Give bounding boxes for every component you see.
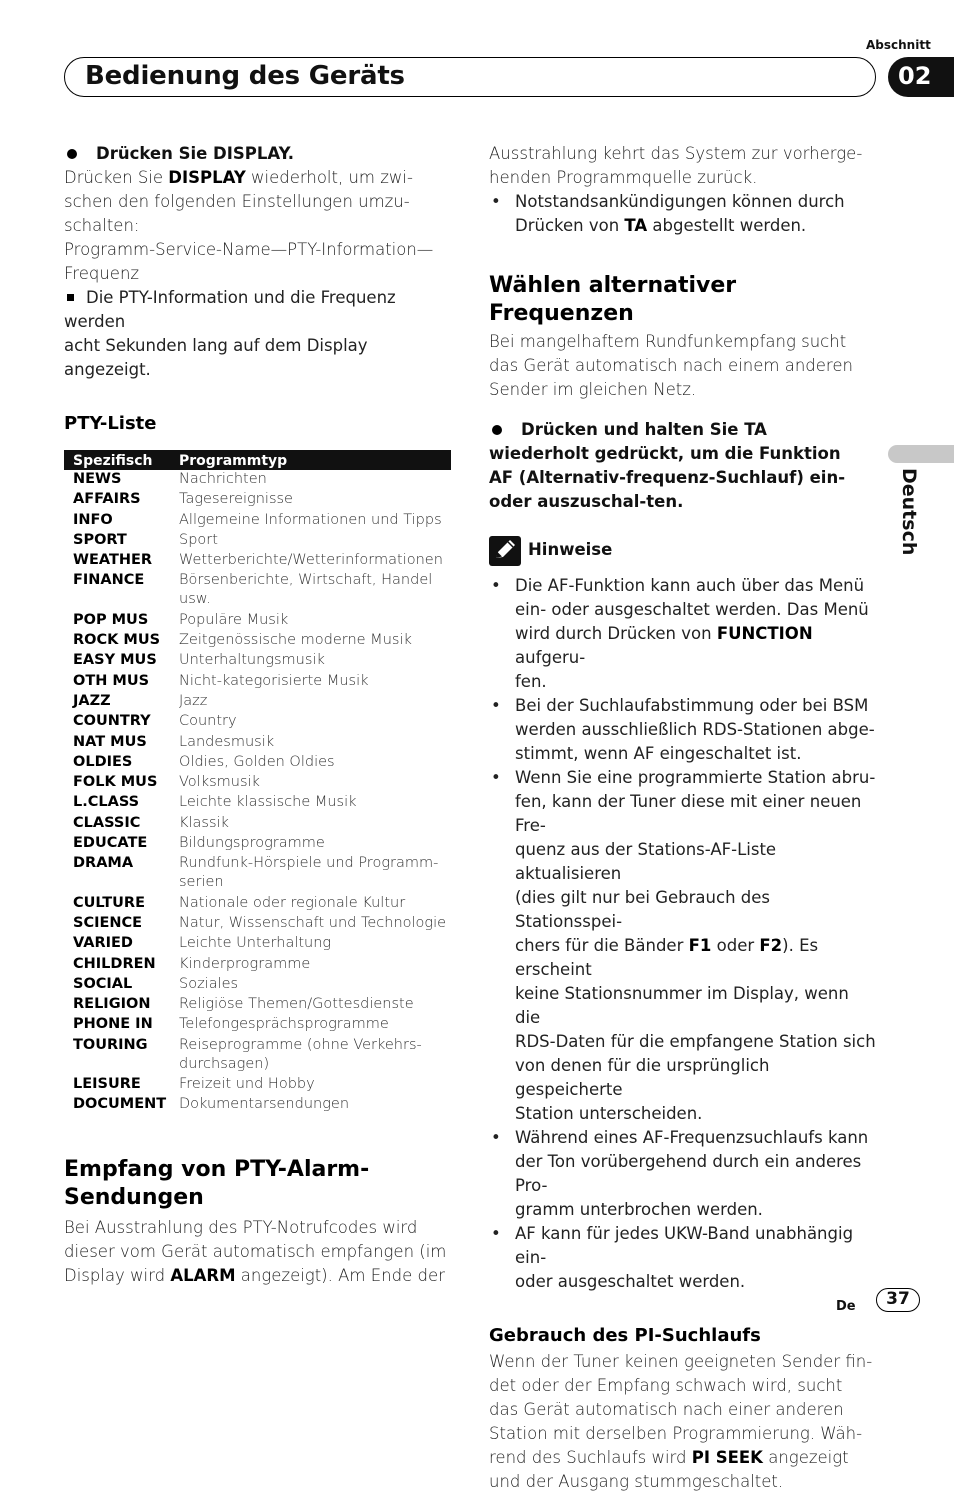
- pty-description: Bildungsprogramme: [179, 835, 325, 852]
- pty-description: Telefongesprächsprogramme: [179, 1016, 389, 1033]
- pty-description: Börsenberichte, Wirtschaft, Handel usw.: [179, 572, 433, 608]
- pty-code: FINANCE: [73, 572, 145, 589]
- alarm-heading: [64, 1156, 454, 1212]
- step-display: [64, 142, 454, 166]
- pty-code: SOCIAL: [73, 975, 133, 992]
- text: • Wenn Sie eine programmierte Station abru-: [515, 768, 876, 787]
- pty-code: WEATHER: [73, 552, 153, 569]
- text: Die PTY-Information und die Frequenz werden: [64, 288, 396, 331]
- text: • AF kann für jedes UKW-Band unabhängig ein-: [515, 1224, 854, 1267]
- text-bold: TA: [624, 216, 648, 235]
- text: rend des Suchlaufs wird: [489, 1448, 692, 1467]
- language-tab-label: Deutsch: [898, 468, 920, 556]
- table-row: [64, 1095, 451, 1115]
- step-display-note: [64, 286, 454, 382]
- text: oder: [711, 936, 760, 955]
- table-row: [64, 1015, 451, 1035]
- text-bold: DISPLAY: [168, 168, 246, 187]
- pty-description: Volksmusik: [179, 774, 260, 791]
- alarm-continuation: [489, 142, 879, 190]
- pty-description: Zeitgenössische moderne Musik: [179, 632, 412, 649]
- pty-code: DOCUMENT: [73, 1096, 167, 1113]
- pty-description: Leichte Unterhaltung: [179, 935, 332, 952]
- table-row: [64, 914, 451, 934]
- text: wird durch Drücken von: [515, 624, 717, 643]
- pty-code: RELIGION: [73, 996, 151, 1013]
- text-bold: ALARM: [170, 1265, 236, 1285]
- pty-description: Sport: [179, 531, 218, 548]
- pty-code: POP MUS: [73, 611, 149, 628]
- pty-description: Rundfunk-Hörspiele und Programm-serien: [179, 855, 439, 891]
- pty-code: EDUCATE: [73, 835, 148, 852]
- pty-code: L.CLASS: [73, 794, 140, 811]
- text: schen den folgenden Einstellungen umzu-: [64, 192, 410, 211]
- section-number-badge: 02: [888, 57, 954, 97]
- table-row: [64, 753, 451, 773]
- table-row: [64, 672, 451, 692]
- hinweise-header: [489, 536, 879, 566]
- text: keine Stationsnummer im Display, wenn die: [515, 984, 849, 1027]
- pty-code: FOLK MUS: [73, 774, 158, 791]
- pty-code: AFFAIRS: [73, 491, 141, 508]
- pi-heading: Gebrauch des PI-Suchlaufs: [489, 1325, 761, 1346]
- text: angezeigt). Am Ende der: [235, 1265, 445, 1285]
- text: Wenn der Tuner keinen geeigneten Sender fin-: [489, 1352, 873, 1371]
- step-bullet-icon: [67, 149, 77, 159]
- table-row: [64, 470, 451, 490]
- title-bar: [64, 57, 876, 97]
- text: gramm unterbrochen werden.: [515, 1200, 763, 1219]
- step-display-heading: Drücken Sie DISPLAY.: [96, 144, 295, 163]
- table-row: [64, 975, 451, 995]
- square-bullet-icon: [67, 294, 74, 301]
- page-title: Bedienung des Geräts: [85, 61, 405, 91]
- pi-text: [489, 1350, 879, 1494]
- pty-description: Landesmusik: [179, 733, 275, 750]
- text: Drücken von: [515, 216, 625, 235]
- list-item: [489, 574, 879, 694]
- table-row: [64, 834, 451, 854]
- text: quenz aus der Stations-AF-Liste aktualisieren: [515, 840, 777, 883]
- table-row: [64, 571, 451, 610]
- text: angezeigt: [762, 1448, 849, 1467]
- pty-code: JAZZ: [73, 692, 111, 709]
- language-tab-marker: [888, 445, 954, 463]
- af-text: [489, 330, 879, 402]
- text: • Während eines AF-Frequenzsuchlaufs kann: [515, 1128, 869, 1147]
- list-item: [489, 190, 879, 238]
- pty-code: NAT MUS: [73, 733, 147, 750]
- text: der Ton vorübergehend durch ein anderes Pro-: [515, 1152, 862, 1195]
- step-bullet-icon: [492, 425, 502, 435]
- text: von denen für die ursprünglich gespeicherte: [515, 1056, 770, 1099]
- text: • Die AF-Funktion kann auch über das Menü: [515, 576, 865, 595]
- alarm-text: [64, 1216, 454, 1288]
- table-row: [64, 511, 451, 531]
- text: • Notstandsankündigungen können durch: [515, 192, 845, 211]
- table-row: [64, 854, 451, 893]
- ta-bullet-list: [489, 190, 879, 238]
- left-column: [64, 142, 454, 1288]
- text: Drücken Sie: [64, 168, 169, 187]
- pty-description: Nationale oder regionale Kultur: [179, 894, 406, 911]
- pty-code: OLDIES: [73, 753, 133, 770]
- pty-description: Religiöse Themen/Gottesdienste: [179, 996, 414, 1013]
- pty-description: Dokumentarsendungen: [179, 1096, 350, 1113]
- text: stimmt, wenn AF eingeschaltet ist.: [515, 744, 802, 763]
- pty-description: Soziales: [179, 975, 239, 992]
- notes-pencil-icon: [489, 536, 521, 566]
- text: Frequenz: [64, 264, 140, 283]
- table-row: [64, 712, 451, 732]
- pty-code: LEISURE: [73, 1076, 141, 1093]
- text: RDS-Daten für die empfangene Station sich: [515, 1032, 876, 1051]
- table-row: [64, 934, 451, 954]
- pty-code: TOURING: [73, 1036, 148, 1053]
- text: Station unterscheiden.: [515, 1104, 703, 1123]
- text: det oder der Empfang schwach wird, sucht: [489, 1376, 843, 1395]
- hinweise-list: [489, 574, 879, 1294]
- text: abgestellt werden.: [647, 216, 807, 235]
- list-item: [489, 766, 879, 1126]
- text: Programm-Service-Name—PTY-Information—: [64, 240, 434, 259]
- list-item: [489, 694, 879, 766]
- pty-code: ROCK MUS: [73, 632, 161, 649]
- pty-code: INFO: [73, 511, 113, 528]
- text: Display wird: [64, 1265, 171, 1285]
- table-row: [64, 773, 451, 793]
- pty-code: SPORT: [73, 531, 127, 548]
- pty-code: EASY MUS: [73, 652, 157, 669]
- pty-code: CULTURE: [73, 894, 145, 911]
- table-row: [64, 692, 451, 712]
- pty-description: Kinderprogramme: [179, 955, 311, 972]
- column-header: Programmtyp: [179, 450, 451, 470]
- text-bold: F1: [688, 936, 712, 955]
- pty-description: Nachrichten: [179, 471, 267, 487]
- text: ). Es erscheint: [515, 936, 819, 979]
- text-bold: PI SEEK: [691, 1448, 763, 1467]
- pty-description: Leichte klassische Musik: [179, 794, 357, 811]
- text: das Gerät automatisch nach einer anderen: [489, 1400, 844, 1419]
- table-row: [64, 955, 451, 975]
- pty-table: [64, 450, 451, 1116]
- text: henden Programmquelle zurück.: [489, 168, 758, 187]
- pty-code: CHILDREN: [73, 955, 156, 972]
- step-af: [489, 418, 869, 514]
- table-row: [64, 894, 451, 914]
- pty-code: PHONE IN: [73, 1016, 153, 1033]
- step-display-text: [64, 166, 454, 286]
- text: (dies gilt nur bei Gebrauch des Stationsspei-: [515, 888, 771, 931]
- table-row: [64, 551, 451, 571]
- pty-code: COUNTRY: [73, 713, 151, 730]
- pty-table-header: [64, 450, 451, 470]
- pty-description: Klassik: [179, 814, 229, 831]
- text: Bei Ausstrahlung des PTY-Notrufcodes wird: [64, 1217, 418, 1237]
- table-row: [64, 651, 451, 671]
- pty-description: Nicht-kategorisierte Musik: [179, 672, 369, 689]
- pty-description: Jazz: [179, 692, 208, 709]
- text: • Bei der Suchlaufabstimmung oder bei BSM: [515, 696, 869, 715]
- table-row: [64, 490, 451, 510]
- table-row: [64, 1036, 451, 1075]
- text: chers für die Bänder: [515, 936, 689, 955]
- text: das Gerät automatisch nach einem anderen: [489, 356, 853, 375]
- text: Sender im gleichen Netz.: [489, 380, 697, 399]
- pty-table-body: [64, 470, 451, 1116]
- table-row: [64, 733, 451, 753]
- text: Ausstrahlung kehrt das System zur vorherge-: [489, 144, 863, 163]
- text: und der Ausgang stummgeschaltet.: [489, 1472, 784, 1491]
- pty-list-heading: PTY-Liste: [64, 413, 157, 434]
- pty-code: SCIENCE: [73, 914, 143, 931]
- table-row: [64, 631, 451, 651]
- pty-description: Unterhaltungsmusik: [179, 652, 325, 669]
- table-row: [64, 611, 451, 631]
- text-bold: FUNCTION: [716, 624, 813, 643]
- list-item: [489, 1126, 879, 1222]
- pty-description: Populäre Musik: [179, 611, 289, 628]
- text: schalten:: [64, 216, 140, 235]
- heading-line: Sendungen: [64, 1184, 204, 1210]
- pty-code: OTH MUS: [73, 672, 150, 689]
- pty-code: CLASSIC: [73, 814, 141, 831]
- pty-code: VARIED: [73, 935, 133, 952]
- page-number: 37: [876, 1288, 920, 1312]
- pty-description: Oldies, Golden Oldies: [179, 753, 335, 770]
- pty-description: Freizeit und Hobby: [179, 1076, 315, 1093]
- text: aufgeru-: [515, 648, 586, 667]
- pty-description: Tagesereignisse: [179, 491, 293, 508]
- text-bold: F2: [759, 936, 783, 955]
- text: fen.: [515, 672, 547, 691]
- hinweise-label: Hinweise: [528, 540, 613, 559]
- text: ein- oder ausgeschaltet werden. Das Menü: [515, 600, 869, 619]
- text: oder ausgeschaltet werden.: [515, 1272, 746, 1291]
- right-column: [489, 142, 879, 1494]
- text: Bei mangelhaftem Rundfunkempfang sucht: [489, 332, 847, 351]
- pty-description: Wetterberichte/Wetterinformationen: [179, 552, 443, 569]
- step-af-text: Drücken und halten Sie TA wiederholt gedrückt, um die Funktion AF (Alternativ-frequenz-Suchlauf) ein- oder auszuschal-ten.: [489, 420, 846, 511]
- pty-description: Allgemeine Informationen und Tipps: [179, 511, 442, 528]
- pty-description: Natur, Wissenschaft und Technologie: [179, 914, 447, 931]
- text: dieser vom Gerät automatisch empfangen (im: [64, 1241, 447, 1261]
- table-row: [64, 1075, 451, 1095]
- pty-description: Reiseprogramme (ohne Verkehrs-durchsagen): [179, 1036, 422, 1072]
- text: Station mit derselben Programmierung. Wäh-: [489, 1424, 863, 1443]
- table-row: [64, 995, 451, 1015]
- af-heading: Wählen alternativer Frequenzen: [489, 273, 737, 326]
- section-label: Abschnitt: [866, 38, 931, 52]
- table-row: [64, 793, 451, 813]
- text: werden ausschließlich RDS-Stationen abge-: [515, 720, 875, 739]
- text: acht Sekunden lang auf dem Display angezeigt.: [64, 336, 368, 379]
- list-item: [489, 1222, 879, 1294]
- text: wiederholt, um zwi-: [245, 168, 413, 187]
- text: fen, kann der Tuner diese mit einer neuen Fre-: [515, 792, 862, 835]
- pty-description: Country: [179, 713, 237, 730]
- pty-code: NEWS: [73, 471, 122, 487]
- column-header: Spezifisch: [64, 450, 179, 470]
- heading-line: Empfang von PTY-Alarm-: [64, 1156, 370, 1182]
- footer-language: De: [836, 1299, 856, 1314]
- table-row: [64, 531, 451, 551]
- table-row: [64, 814, 451, 834]
- pty-code: DRAMA: [73, 855, 134, 872]
